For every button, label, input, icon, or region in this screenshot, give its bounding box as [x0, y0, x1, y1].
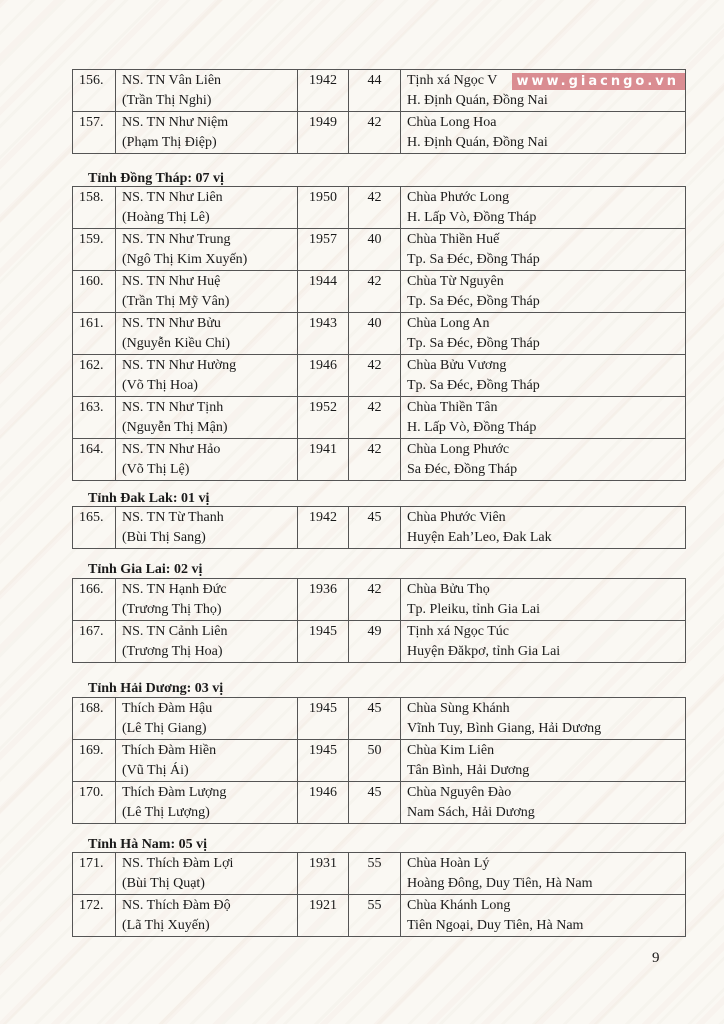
temple-address: Hoàng Đông, Duy Tiên, Hà Nam — [407, 876, 593, 891]
birth-name: (Võ Thị Lệ) — [122, 462, 190, 477]
table-row — [73, 187, 686, 229]
name-cell — [116, 782, 298, 824]
row-number: 162. — [73, 355, 116, 397]
row-number: 163. — [73, 397, 116, 439]
row-number: 170. — [73, 782, 116, 824]
age: 42 — [349, 579, 401, 621]
row-number: 168. — [73, 698, 116, 740]
temple-name: Chùa Bửu Thọ — [407, 582, 490, 597]
temple-address: H. Lấp Vò, Đồng Tháp — [407, 210, 537, 225]
temple-address: H. Lấp Vò, Đồng Tháp — [407, 420, 537, 435]
dharma-name: NS. TN Vân Liên — [122, 73, 222, 88]
dharma-name: NS. TN Hạnh Đức — [122, 582, 227, 597]
name-cell — [116, 439, 298, 481]
dharma-name: NS. Thích Đàm Lợi — [122, 856, 234, 871]
temple-name: Chùa Hoàn Lý — [407, 856, 490, 871]
dharma-name: Thích Đàm Hậu — [122, 701, 213, 716]
birth-name: (Vũ Thị Ái) — [122, 763, 189, 778]
temple-address: Tp. Sa Đéc, Đồng Tháp — [407, 378, 540, 393]
age: 45 — [349, 698, 401, 740]
birth-name: (Bùi Thị Quạt) — [122, 876, 205, 891]
temple-name: Chùa Khánh Long — [407, 898, 511, 913]
location-cell — [401, 740, 686, 782]
birth-name: (Trần Thị Mỹ Vân) — [122, 294, 230, 309]
location-cell — [401, 313, 686, 355]
temple-address: Huyện Đăkpơ, tỉnh Gia Lai — [407, 644, 561, 659]
temple-name: Tịnh xá Ngọc Túc — [407, 624, 509, 639]
row-number: 172. — [73, 895, 116, 937]
location-cell — [401, 782, 686, 824]
table-row — [73, 782, 686, 824]
location-cell — [401, 112, 686, 154]
row-number: 165. — [73, 507, 116, 549]
birth-year: 1942 — [298, 507, 349, 549]
temple-address: Huyện Eah’Leo, Đak Lak — [407, 530, 552, 545]
table-row — [73, 895, 686, 937]
birth-year: 1945 — [298, 740, 349, 782]
temple-name: Chùa Long An — [407, 316, 490, 331]
age: 44 — [349, 70, 401, 112]
roster-table-dong-thap — [72, 186, 686, 481]
table-row — [73, 397, 686, 439]
name-cell — [116, 740, 298, 782]
section-heading-hai-duong: Tỉnh Hải Dương: 03 vị — [88, 681, 224, 696]
age: 45 — [349, 507, 401, 549]
name-cell — [116, 698, 298, 740]
temple-name: Chùa Phước Viên — [407, 510, 506, 525]
dharma-name: NS. Thích Đàm Độ — [122, 898, 231, 913]
temple-name: Chùa Thiền Tân — [407, 400, 498, 415]
birth-name: (Nguyễn Thị Mận) — [122, 420, 228, 435]
name-cell — [116, 853, 298, 895]
name-cell — [116, 507, 298, 549]
roster-table-ha-nam — [72, 852, 686, 937]
temple-name: Chùa Thiền Huế — [407, 232, 500, 247]
temple-name: Chùa Kim Liên — [407, 743, 495, 758]
table-row — [73, 112, 686, 154]
birth-name: (Lã Thị Xuyến) — [122, 918, 210, 933]
age: 45 — [349, 782, 401, 824]
table-row — [73, 621, 686, 663]
dharma-name: NS. TN Như Tịnh — [122, 400, 224, 415]
age: 42 — [349, 439, 401, 481]
row-number: 166. — [73, 579, 116, 621]
birth-name: (Trần Thị Nghi) — [122, 93, 212, 108]
birth-year: 1945 — [298, 621, 349, 663]
birth-name: (Lê Thị Giang) — [122, 721, 207, 736]
row-number: 171. — [73, 853, 116, 895]
dharma-name: NS. TN Như Huệ — [122, 274, 221, 289]
location-cell — [401, 853, 686, 895]
dharma-name: NS. TN Như Hảo — [122, 442, 221, 457]
location-cell — [401, 439, 686, 481]
birth-year: 1957 — [298, 229, 349, 271]
age: 50 — [349, 740, 401, 782]
birth-name: (Võ Thị Hoa) — [122, 378, 198, 393]
roster-table-hai-duong — [72, 697, 686, 824]
birth-year: 1936 — [298, 579, 349, 621]
location-cell — [401, 621, 686, 663]
table-row — [73, 271, 686, 313]
table-row — [73, 507, 686, 549]
roster-table-dak-lak — [72, 506, 686, 549]
table-row — [73, 355, 686, 397]
age: 42 — [349, 112, 401, 154]
location-cell — [401, 187, 686, 229]
age: 40 — [349, 229, 401, 271]
birth-name: (Nguyễn Kiều Chi) — [122, 336, 231, 351]
dharma-name: NS. TN Như Bửu — [122, 316, 221, 331]
name-cell — [116, 621, 298, 663]
temple-address: Sa Đéc, Đồng Tháp — [407, 462, 518, 477]
section-heading-dong-thap: Tỉnh Đồng Tháp: 07 vị — [88, 171, 224, 186]
row-number: 167. — [73, 621, 116, 663]
name-cell — [116, 70, 298, 112]
temple-name: Chùa Phước Long — [407, 190, 510, 205]
table-row — [73, 579, 686, 621]
row-number: 161. — [73, 313, 116, 355]
birth-year: 1921 — [298, 895, 349, 937]
temple-address: Tp. Pleiku, tỉnh Gia Lai — [407, 602, 540, 617]
birth-year: 1931 — [298, 853, 349, 895]
dharma-name: NS. TN Như Liên — [122, 190, 223, 205]
name-cell — [116, 271, 298, 313]
age: 40 — [349, 313, 401, 355]
name-cell — [116, 579, 298, 621]
temple-name: Chùa Nguyên Đào — [407, 785, 512, 800]
temple-name: Chùa Long Phước — [407, 442, 510, 457]
section-heading-gia-lai: Tỉnh Gia Lai: 02 vị — [88, 562, 203, 577]
age: 42 — [349, 355, 401, 397]
age: 55 — [349, 853, 401, 895]
location-cell — [401, 355, 686, 397]
temple-address: Tiên Ngoại, Duy Tiên, Hà Nam — [407, 918, 584, 933]
birth-year: 1945 — [298, 698, 349, 740]
temple-address: Tân Bình, Hải Dương — [407, 763, 530, 778]
birth-year: 1952 — [298, 397, 349, 439]
dharma-name: NS. TN Cảnh Liên — [122, 624, 228, 639]
dharma-name: NS. TN Như Trung — [122, 232, 231, 247]
birth-name: (Trương Thị Hoa) — [122, 644, 223, 659]
table-row — [73, 439, 686, 481]
watermark-banner: www.giacngo.vn — [512, 73, 685, 90]
age: 42 — [349, 397, 401, 439]
birth-year: 1946 — [298, 355, 349, 397]
table-row — [73, 698, 686, 740]
table-row — [73, 313, 686, 355]
birth-year: 1942 — [298, 70, 349, 112]
row-number: 158. — [73, 187, 116, 229]
temple-name: Chùa Sùng Khánh — [407, 701, 510, 716]
section-heading-ha-nam: Tỉnh Hà Nam: 05 vị — [88, 837, 208, 852]
section-heading-dak-lak: Tỉnh Đak Lak: 01 vị — [88, 491, 210, 506]
name-cell — [116, 397, 298, 439]
location-cell — [401, 271, 686, 313]
name-cell — [116, 229, 298, 271]
birth-name: (Bùi Thị Sang) — [122, 530, 206, 545]
birth-name: (Ngô Thị Kim Xuyến) — [122, 252, 248, 267]
temple-address: Vĩnh Tuy, Bình Giang, Hải Dương — [407, 721, 602, 736]
dharma-name: NS. TN Từ Thanh — [122, 510, 224, 525]
location-cell — [401, 895, 686, 937]
birth-year: 1943 — [298, 313, 349, 355]
table-row — [73, 229, 686, 271]
table-row — [73, 853, 686, 895]
table-row — [73, 740, 686, 782]
row-number: 160. — [73, 271, 116, 313]
row-number: 159. — [73, 229, 116, 271]
birth-year: 1941 — [298, 439, 349, 481]
dharma-name: NS. TN Như Niệm — [122, 115, 229, 130]
roster-table-gia-lai — [72, 578, 686, 663]
birth-year: 1946 — [298, 782, 349, 824]
age: 42 — [349, 271, 401, 313]
location-cell — [401, 397, 686, 439]
age: 55 — [349, 895, 401, 937]
page-number: 9 — [652, 950, 660, 966]
temple-address: Tp. Sa Đéc, Đồng Tháp — [407, 336, 540, 351]
name-cell — [116, 355, 298, 397]
temple-name: Chùa Bửu Vương — [407, 358, 507, 373]
birth-name: (Lê Thị Lượng) — [122, 805, 210, 820]
temple-address: H. Định Quán, Đồng Nai — [407, 135, 548, 150]
temple-name: Chùa Từ Nguyên — [407, 274, 504, 289]
birth-name: (Phạm Thị Điệp) — [122, 135, 217, 150]
dharma-name: NS. TN Như Hường — [122, 358, 237, 373]
location-cell — [401, 507, 686, 549]
birth-year: 1949 — [298, 112, 349, 154]
birth-name: (Trương Thị Thọ) — [122, 602, 222, 617]
birth-name: (Hoàng Thị Lê) — [122, 210, 210, 225]
temple-address: Tp. Sa Đéc, Đồng Tháp — [407, 252, 540, 267]
row-number: 164. — [73, 439, 116, 481]
row-number: 169. — [73, 740, 116, 782]
name-cell — [116, 112, 298, 154]
name-cell — [116, 313, 298, 355]
birth-year: 1950 — [298, 187, 349, 229]
location-cell — [401, 229, 686, 271]
name-cell — [116, 187, 298, 229]
temple-name: Chùa Long Hoa — [407, 115, 497, 130]
age: 49 — [349, 621, 401, 663]
temple-address: Nam Sách, Hải Dương — [407, 805, 535, 820]
age: 42 — [349, 187, 401, 229]
dharma-name: Thích Đàm Hiền — [122, 743, 217, 758]
temple-address: H. Định Quán, Đồng Nai — [407, 93, 548, 108]
row-number: 156. — [73, 70, 116, 112]
temple-name: Tịnh xá Ngọc V — [407, 73, 498, 88]
location-cell — [401, 579, 686, 621]
name-cell — [116, 895, 298, 937]
temple-address: Tp. Sa Đéc, Đồng Tháp — [407, 294, 540, 309]
dharma-name: Thích Đàm Lượng — [122, 785, 227, 800]
row-number: 157. — [73, 112, 116, 154]
birth-year: 1944 — [298, 271, 349, 313]
location-cell — [401, 698, 686, 740]
